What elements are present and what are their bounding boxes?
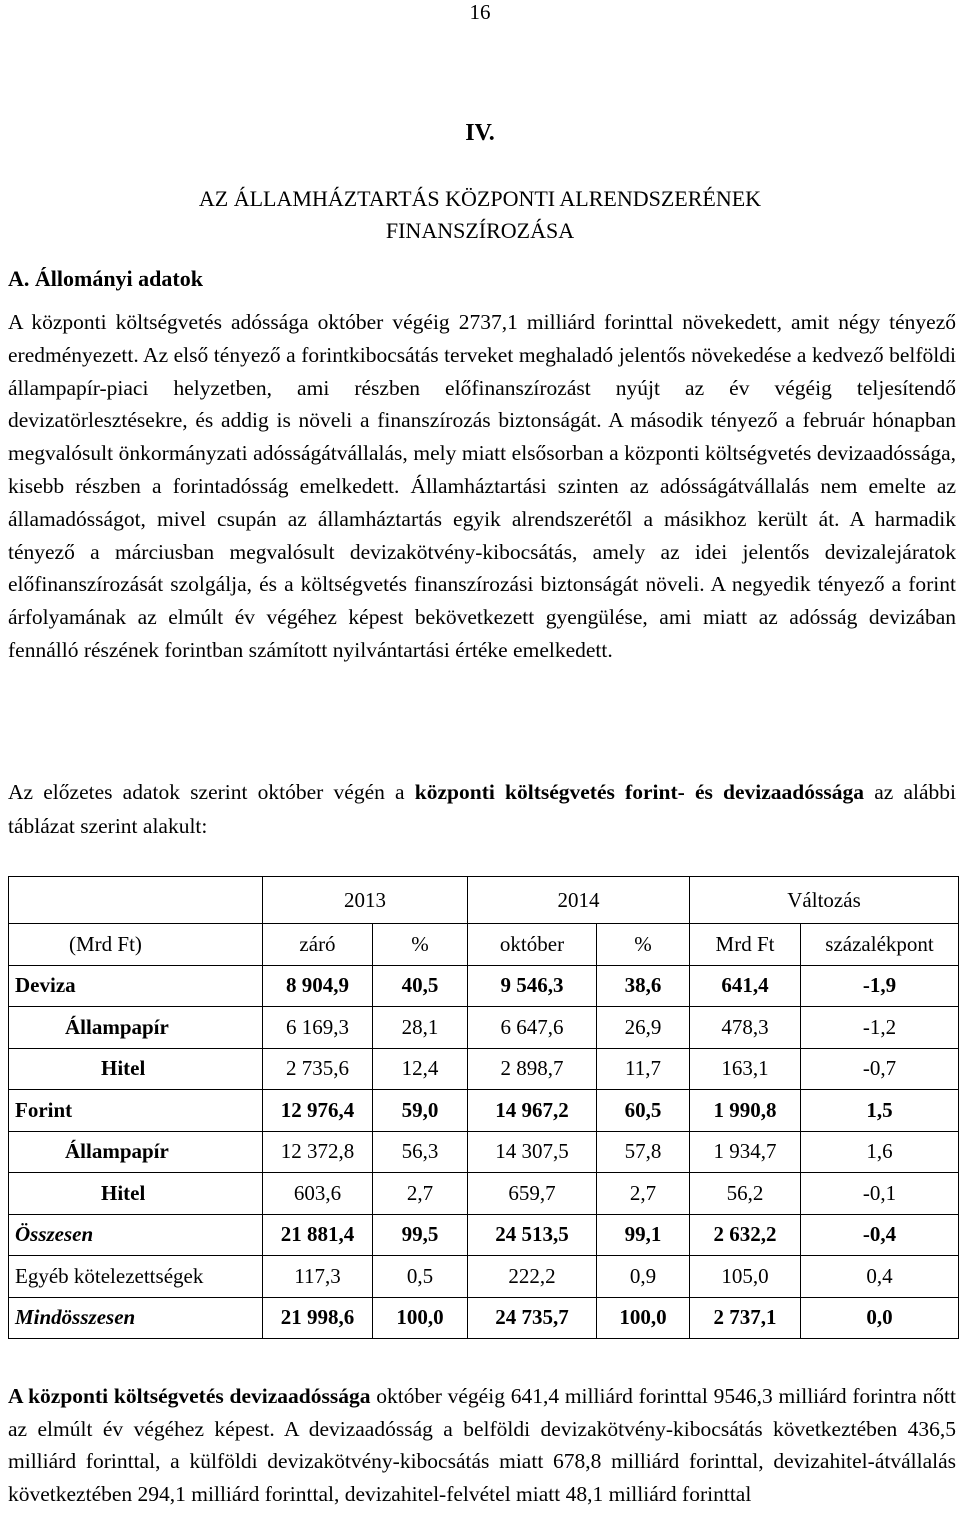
- cell-p2014: 11,7: [597, 1048, 690, 1090]
- cell-v2013: 117,3: [263, 1256, 373, 1298]
- cell-v2014: 14 307,5: [468, 1131, 597, 1173]
- cell-pp: -0,4: [801, 1214, 959, 1256]
- cell-v2013: 12 372,8: [263, 1131, 373, 1173]
- header-pct-2013: %: [373, 924, 468, 966]
- cell-v2014: 6 647,6: [468, 1007, 597, 1049]
- cell-change: 641,4: [690, 965, 801, 1007]
- header-zaro: záró: [263, 924, 373, 966]
- page-number: 16: [469, 0, 491, 24]
- paragraph-3-bold: A központi költségvetés devizaadóssága: [8, 1384, 371, 1408]
- cell-pp: 1,6: [801, 1131, 959, 1173]
- cell-change: 2 737,1: [690, 1297, 801, 1339]
- header-mrdft: Mrd Ft: [690, 924, 801, 966]
- header-pct-2014: %: [597, 924, 690, 966]
- table-row: [9, 1131, 959, 1173]
- row-label: Forint: [9, 1090, 263, 1132]
- cell-v2014: 24 513,5: [468, 1214, 597, 1256]
- cell-p2013: 28,1: [373, 1007, 468, 1049]
- header-oktober: október: [468, 924, 597, 966]
- cell-pp: -1,9: [801, 965, 959, 1007]
- cell-p2014: 57,8: [597, 1131, 690, 1173]
- cell-pp: -1,2: [801, 1007, 959, 1049]
- cell-p2014: 38,6: [597, 965, 690, 1007]
- cell-v2013: 21 881,4: [263, 1214, 373, 1256]
- row-label: Hitel: [9, 1048, 263, 1090]
- header-unit: (Mrd Ft): [9, 924, 263, 966]
- table-row: [9, 965, 959, 1007]
- cell-v2014: 14 967,2: [468, 1090, 597, 1132]
- table-row: [9, 1214, 959, 1256]
- cell-change: 2 632,2: [690, 1214, 801, 1256]
- cell-p2014: 60,5: [597, 1090, 690, 1132]
- cell-v2013: 21 998,6: [263, 1297, 373, 1339]
- cell-v2014: 24 735,7: [468, 1297, 597, 1339]
- section-heading: A. Állományi adatok: [8, 266, 203, 291]
- cell-p2013: 40,5: [373, 965, 468, 1007]
- cell-v2014: 9 546,3: [468, 965, 597, 1007]
- cell-change: 1 934,7: [690, 1131, 801, 1173]
- cell-p2014: 2,7: [597, 1173, 690, 1215]
- table-header-blank: [9, 877, 263, 924]
- cell-v2013: 603,6: [263, 1173, 373, 1215]
- chapter-number: IV.: [465, 120, 495, 146]
- cell-v2013: 6 169,3: [263, 1007, 373, 1049]
- cell-p2013: 59,0: [373, 1090, 468, 1132]
- cell-p2014: 26,9: [597, 1007, 690, 1049]
- cell-p2013: 12,4: [373, 1048, 468, 1090]
- cell-change: 105,0: [690, 1256, 801, 1298]
- cell-v2013: 12 976,4: [263, 1090, 373, 1132]
- cell-change: 1 990,8: [690, 1090, 801, 1132]
- row-label: Állampapír: [9, 1131, 263, 1173]
- cell-v2014: 222,2: [468, 1256, 597, 1298]
- debt-table: [8, 876, 959, 1339]
- cell-v2014: 2 898,7: [468, 1048, 597, 1090]
- cell-change: 56,2: [690, 1173, 801, 1215]
- cell-p2013: 100,0: [373, 1297, 468, 1339]
- header-change: Változás: [690, 877, 959, 924]
- cell-v2013: 2 735,6: [263, 1048, 373, 1090]
- row-label: Állampapír: [9, 1007, 263, 1049]
- row-label: Deviza: [9, 965, 263, 1007]
- cell-v2014: 659,7: [468, 1173, 597, 1215]
- body-paragraph-3: [8, 1380, 956, 1510]
- table-row: [9, 1256, 959, 1298]
- row-label: Hitel: [9, 1173, 263, 1215]
- chapter-title-line2: FINANSZÍROZÁSA: [385, 218, 575, 243]
- header-2014: 2014: [468, 877, 690, 924]
- body-paragraph-2: [8, 775, 956, 843]
- cell-v2013: 8 904,9: [263, 965, 373, 1007]
- cell-pp: 0,0: [801, 1297, 959, 1339]
- cell-p2013: 56,3: [373, 1131, 468, 1173]
- table-row: [9, 1007, 959, 1049]
- header-szazalekpont: százalékpont: [801, 924, 959, 966]
- row-label: Mindösszesen: [9, 1297, 263, 1339]
- cell-pp: -0,7: [801, 1048, 959, 1090]
- cell-change: 478,3: [690, 1007, 801, 1049]
- row-label: Összesen: [9, 1214, 263, 1256]
- header-2013: 2013: [263, 877, 468, 924]
- table-header-row-2: [9, 924, 959, 966]
- cell-change: 163,1: [690, 1048, 801, 1090]
- table-row: [9, 1090, 959, 1132]
- cell-p2013: 0,5: [373, 1256, 468, 1298]
- cell-p2014: 100,0: [597, 1297, 690, 1339]
- cell-p2014: 0,9: [597, 1256, 690, 1298]
- paragraph-2-text-after: az alábbi táblázat szerint alakult:: [8, 780, 957, 838]
- row-label: Egyéb kötelezettségek: [9, 1256, 263, 1298]
- body-paragraph-1: A központi költségvetés adóssága október végéig 2737,1 milliárd forinttal növekedett, amit négy tényező eredményezett. Az első tényező a forintkibocsátás terveket meghaladó jelentős növekedése a kedvező belföldi állampapír-piaci helyzetben, ami részben előfinanszírozást nyújt az év végéig teljesítendő devizatörlesztésekre, és addig is növeli a finanszírozás biztonságát. A második tényező a február hónapban megvalósult önkormányzati adósságátvállalás, mely miatt elsősorban a központi költségvetés devizaadóssága, kisebb részben a forintadósság emelkedett. Államháztartási szinten az adósságátvállalás nem emelte az államadósságot, mivel csupán az államháztartás egyik alrendszerétől a másikhoz került át. A harmadik tényező a márciusban megvalósult devizakötvény-kibocsátás, amely az idei jelentős devizalejáratok előfinanszírozását szolgálja, és a költségvetés finanszírozási biztonságát növeli. A negyedik tényező a forint árfolyamának az elmúlt év végéhez képest bekövetkezett gyengülése, ami miatt az adósság devizában fennálló részének forintban számított nyilvántartási értéke emelkedett.: [8, 310, 956, 662]
- paragraph-2-text-before: Az előzetes adatok szerint október végén a: [8, 780, 415, 804]
- cell-p2014: 99,1: [597, 1214, 690, 1256]
- paragraph-3-text: október végéig 641,4 milliárd forinttal 9546,3 milliárd forintra nőtt az elmúlt év végéhez képest. A devizaadósság a belföldi devizakötvény-kibocsátás következtében 436,5 milliárd forinttal, a külföldi devizakötvény-kibocsátás miatt 678,8 milliárd forinttal, devizahitel-átvállalás következtében 294,1 milliárd forinttal, devizahitel-felvétel miatt 48,1 milliárd forinttal: [8, 1384, 957, 1506]
- table-header-row-1: [9, 877, 959, 924]
- cell-p2013: 2,7: [373, 1173, 468, 1215]
- cell-pp: -0,1: [801, 1173, 959, 1215]
- table-row: [9, 1173, 959, 1215]
- paragraph-2-bold: központi költségvetés forint- és devizaadóssága: [414, 780, 865, 804]
- table-row: [9, 1048, 959, 1090]
- chapter-title-line1: AZ ÁLLAMHÁZTARTÁS KÖZPONTI ALRENDSZERÉNEK: [198, 186, 762, 211]
- table-row: [9, 1297, 959, 1339]
- cell-pp: 0,4: [801, 1256, 959, 1298]
- cell-p2013: 99,5: [373, 1214, 468, 1256]
- cell-pp: 1,5: [801, 1090, 959, 1132]
